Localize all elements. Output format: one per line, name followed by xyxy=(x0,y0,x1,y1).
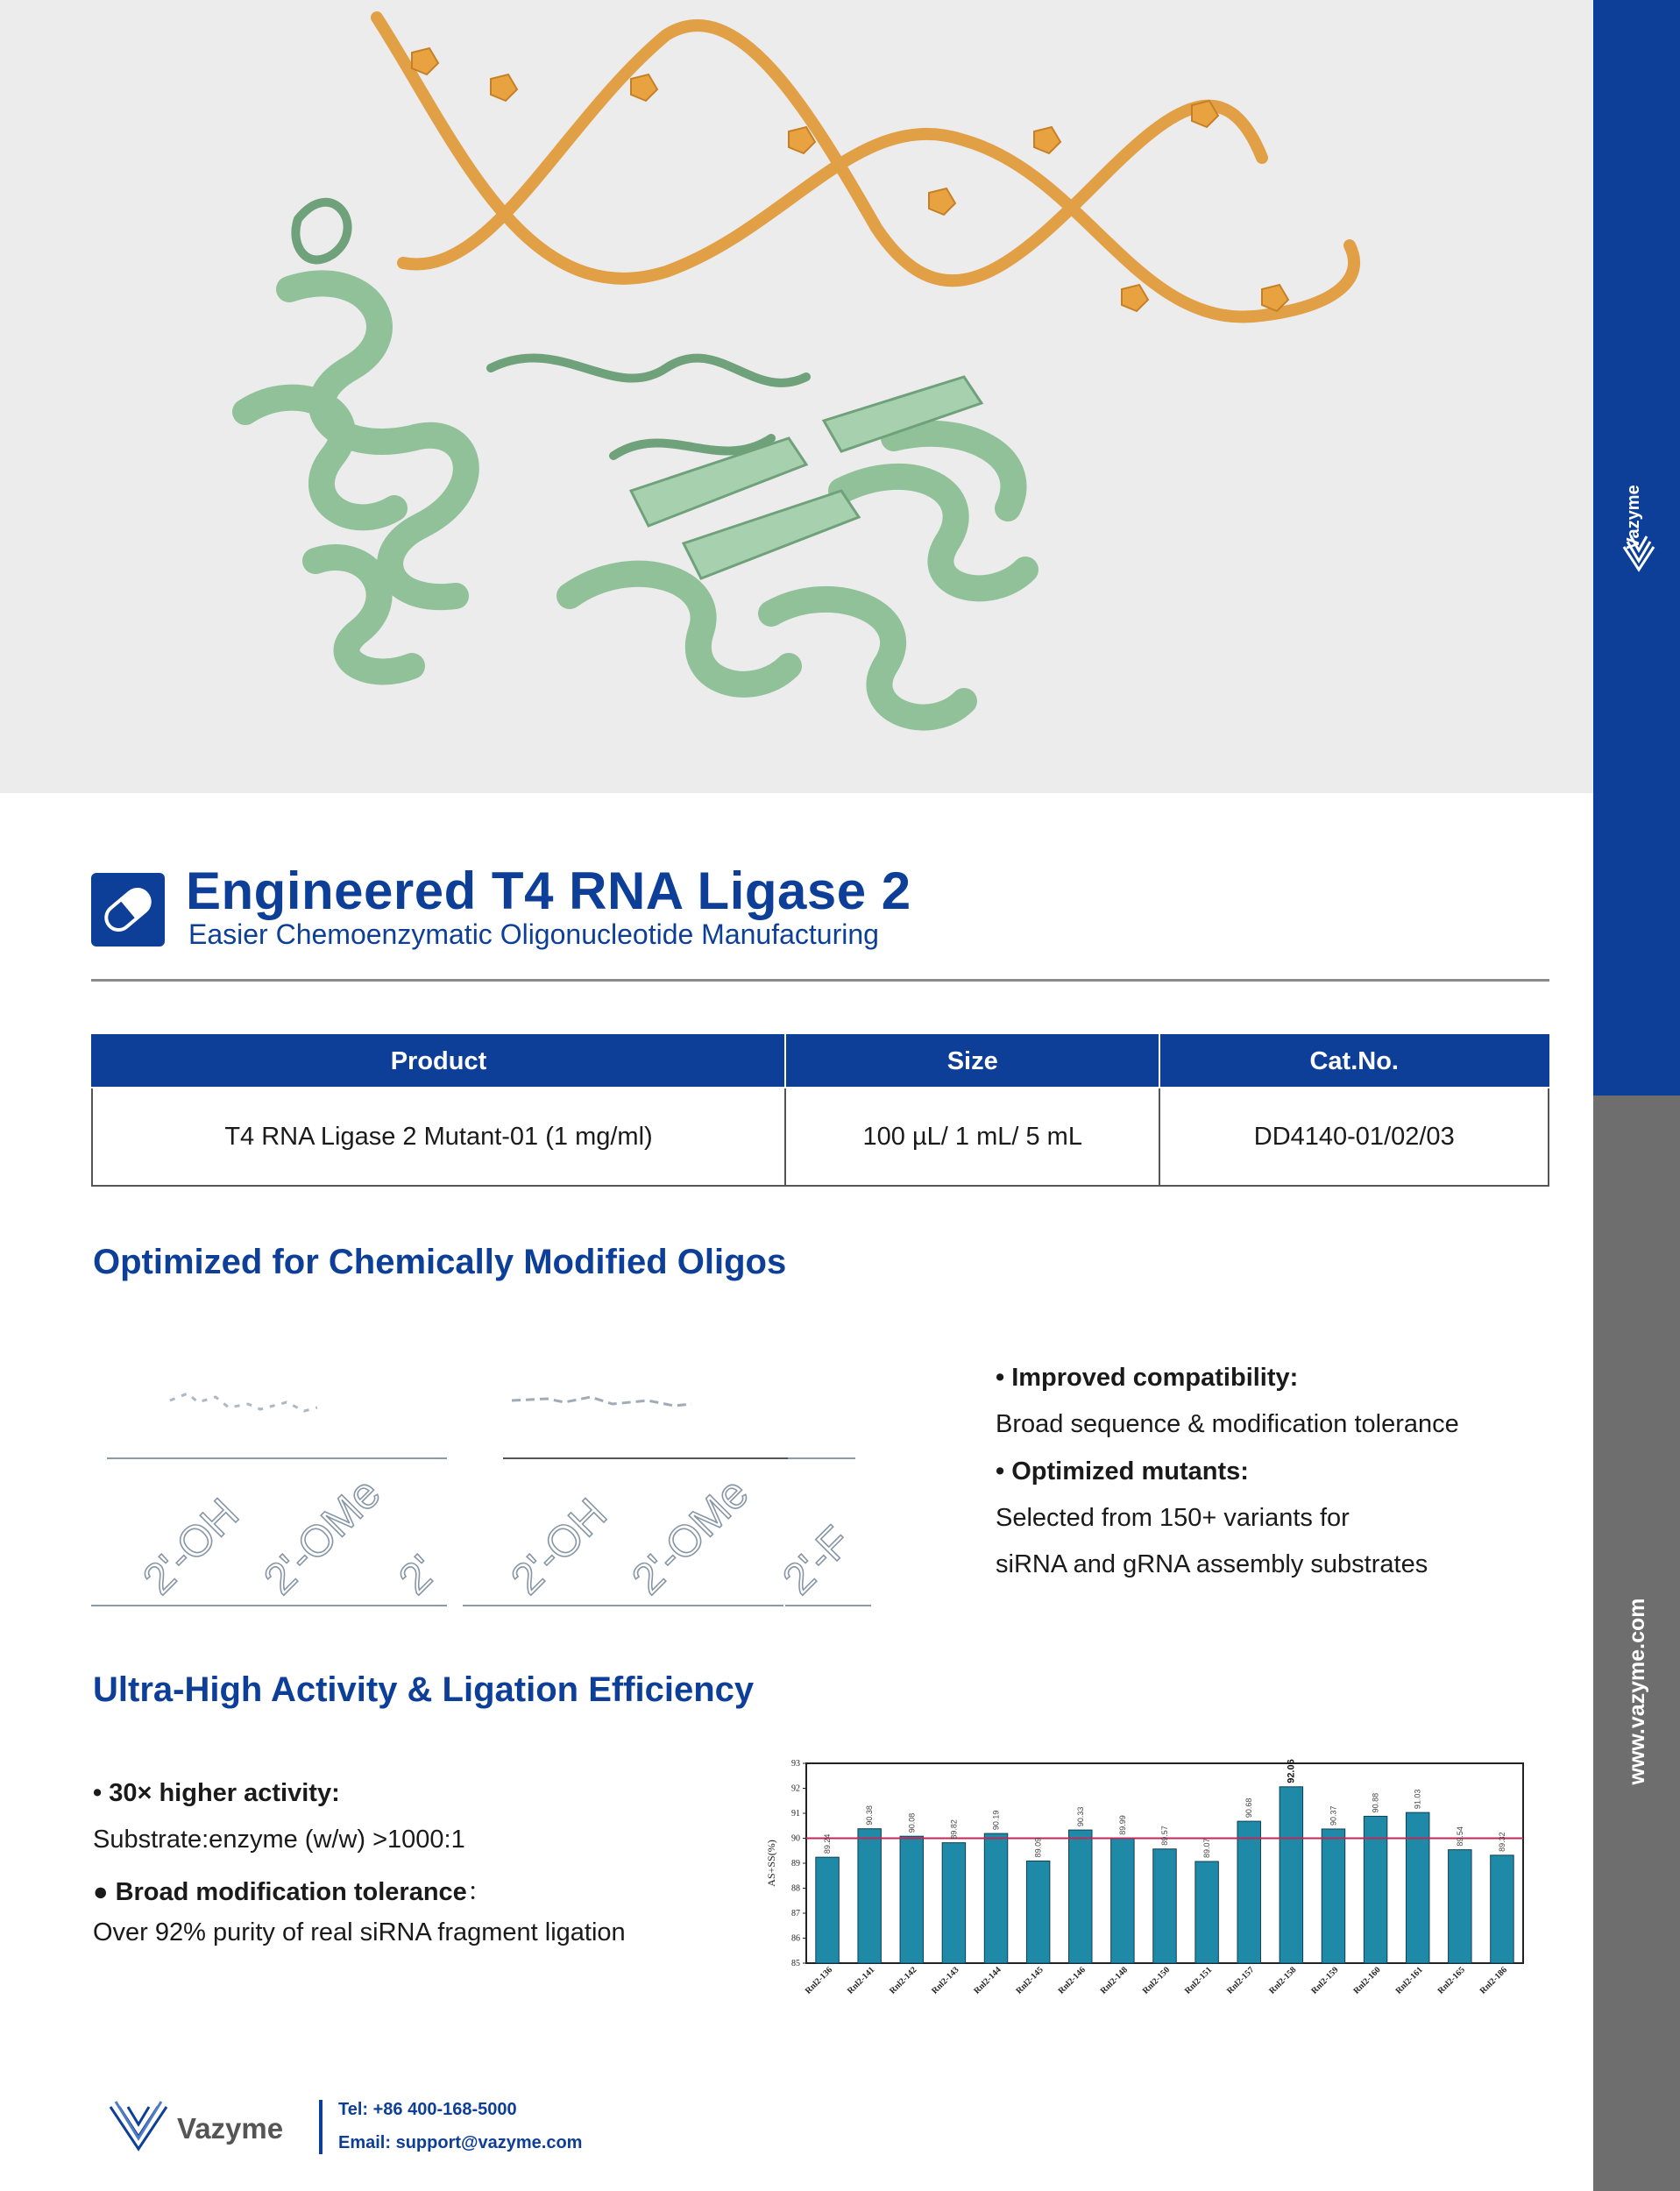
table-header-catno: Cat.No. xyxy=(1159,1035,1549,1088)
chart-bar xyxy=(1491,1855,1513,1963)
title-divider xyxy=(91,979,1549,982)
chart-bar xyxy=(900,1836,923,1963)
chart-value-label: 89.24 xyxy=(823,1833,833,1854)
chart-bar xyxy=(1237,1821,1260,1963)
mod-label-2ome-b: 2'-OMe xyxy=(622,1468,758,1604)
chart-value-label: 91.03 xyxy=(1413,1789,1422,1810)
chart-bar xyxy=(1026,1861,1049,1963)
chart-value-label: 90.88 xyxy=(1371,1792,1380,1813)
chart-value-labels xyxy=(823,1759,1506,1858)
chart-y-tick-label: 89 xyxy=(791,1859,800,1868)
chart-value-label: 89.07 xyxy=(1202,1838,1212,1859)
bullet-improved-compatibility-text: Broad sequence & modification tolerance xyxy=(996,1410,1459,1438)
chart-x-tick-label: Rnl2-158 xyxy=(1267,1965,1299,1996)
chart-bar xyxy=(1279,1787,1302,1963)
bullet-improved-compatibility: • Improved compatibility: xyxy=(996,1364,1299,1392)
chart-y-tick-label: 85 xyxy=(791,1959,800,1968)
bullet-higher-activity: • 30× higher activity: xyxy=(93,1779,340,1807)
table-header-product: Product xyxy=(92,1035,785,1088)
chart-value-label: 89.32 xyxy=(1497,1832,1506,1852)
chart-x-tick-label: Rnl2-160 xyxy=(1351,1965,1383,1996)
section-heading-activity: Ultra-High Activity & Ligation Efficiency xyxy=(93,1670,755,1709)
chart-y-tick-label: 93 xyxy=(791,1759,800,1769)
chart-bar xyxy=(858,1829,881,1963)
footer-tel: Tel: +86 400-168-5000 xyxy=(338,2100,517,2119)
mod-label-2oh-a: 2'-OH xyxy=(133,1488,249,1604)
mod-label-2f: 2'-F xyxy=(773,1516,861,1604)
chart-value-label: 89.57 xyxy=(1160,1826,1169,1846)
section-heading-modified-oligos: Optimized for Chemically Modified Oligos xyxy=(93,1243,787,1281)
chart-bar xyxy=(816,1857,839,1963)
chart-x-tick-label: Rnl2-141 xyxy=(846,1965,877,1996)
mod-label-2-partial: 2' xyxy=(389,1545,448,1604)
mod-label-2oh-b: 2'-OH xyxy=(501,1488,617,1604)
table-cell-catno: DD4140-01/02/03 xyxy=(1159,1088,1549,1186)
chart-x-tick-label: Rnl2-159 xyxy=(1309,1965,1341,1996)
chart-y-axis xyxy=(791,1759,806,1968)
bullet-optimized-mutants: • Optimized mutants: xyxy=(996,1457,1249,1485)
sidebar-logo xyxy=(1617,438,1661,578)
capsule-icon xyxy=(91,873,165,947)
chart-bar xyxy=(1322,1829,1344,1963)
chart-value-label: 90.38 xyxy=(865,1805,875,1826)
table-header-row xyxy=(92,1035,1549,1088)
bullet-modification-tolerance xyxy=(93,1872,493,1908)
sidebar-website-text: www.vazyme.com xyxy=(1625,1598,1649,1785)
chart-x-tick-label: Rnl2-136 xyxy=(803,1965,835,1996)
chart-x-tick-label: Rnl2-157 xyxy=(1225,1965,1257,1996)
footer-email[interactable]: Email: support@vazyme.com xyxy=(338,2133,583,2152)
chart-bar xyxy=(1406,1812,1428,1963)
oligo-modification-illustration xyxy=(91,1367,880,1621)
footer-logo xyxy=(107,2095,308,2165)
chart-y-tick-label: 86 xyxy=(791,1933,800,1944)
chart-x-tick-label: Rnl2-143 xyxy=(930,1965,961,1996)
chart-x-tick-label: Rnl2-144 xyxy=(972,1965,1003,1996)
chart-y-axis-label: AS+SS(%) xyxy=(765,1840,777,1887)
table-row xyxy=(92,1088,1549,1186)
bullet-optimized-mutants-text: Selected from 150+ variants for xyxy=(996,1504,1350,1532)
chart-x-tick-label: Rnl2-161 xyxy=(1393,1965,1425,1996)
chart-value-label: 90.68 xyxy=(1244,1797,1254,1819)
bullet-modification-tolerance-colon: ： xyxy=(466,1878,493,1906)
chart-x-tick-label: Rnl2-142 xyxy=(888,1965,919,1996)
footer-separator xyxy=(319,2100,323,2154)
sidebar-website xyxy=(1593,1560,1680,1823)
bullet-optimized-mutants-text-2: siRNA and gRNA assembly substrates xyxy=(996,1550,1428,1578)
chart-bar xyxy=(1069,1830,1092,1963)
chart-bar xyxy=(1195,1861,1218,1963)
protein-rna-structure-illustration xyxy=(0,0,1593,793)
ligation-efficiency-bar-chart xyxy=(762,1753,1534,2016)
bullet-higher-activity-text: Substrate:enzyme (w/w) >1000:1 xyxy=(93,1826,465,1854)
chart-value-label: 90.08 xyxy=(907,1812,917,1833)
chart-value-label: 90.19 xyxy=(991,1810,1001,1831)
table-header-size: Size xyxy=(785,1035,1159,1088)
chart-x-labels xyxy=(804,1965,1509,1996)
chart-value-label: 89.82 xyxy=(949,1819,959,1840)
chart-x-tick-label: Rnl2-150 xyxy=(1140,1965,1173,1996)
chart-y-tick-label: 88 xyxy=(791,1883,800,1894)
chart-x-tick-label: Rnl2-146 xyxy=(1056,1965,1088,1996)
table-cell-size: 100 µL/ 1 mL/ 5 mL xyxy=(785,1088,1159,1186)
chart-x-tick-label: Rnl2-145 xyxy=(1014,1965,1046,1996)
footer-logo-text: Vazyme xyxy=(177,2112,284,2145)
table-cell-product: T4 RNA Ligase 2 Mutant-01 (1 mg/ml) xyxy=(92,1088,785,1186)
page-subtitle: Easier Chemoenzymatic Oligonucleotide Manufacturing xyxy=(188,918,879,950)
bullet-modification-tolerance-text: Over 92% purity of real siRNA fragment ligation xyxy=(93,1918,626,1946)
chart-y-tick-label: 92 xyxy=(791,1783,800,1794)
chart-bar xyxy=(942,1843,965,1963)
chart-value-label: 90.37 xyxy=(1329,1805,1338,1826)
chart-x-tick-label: Rnl2-186 xyxy=(1478,1965,1510,1996)
mod-label-2ome-a: 2'-OMe xyxy=(254,1468,390,1604)
chart-value-label: 90.33 xyxy=(1075,1806,1085,1827)
sidebar-logo-text: Vazyme xyxy=(1624,485,1643,550)
chart-y-tick-label: 87 xyxy=(791,1909,800,1918)
chart-x-tick-label: Rnl2-165 xyxy=(1435,1965,1467,1996)
product-table xyxy=(91,1034,1549,1187)
chart-bar xyxy=(1111,1839,1134,1963)
chart-bar xyxy=(984,1833,1007,1963)
chart-value-label: 92.06 xyxy=(1286,1759,1297,1783)
chart-bar xyxy=(1449,1850,1471,1963)
chart-x-tick-label: Rnl2-148 xyxy=(1098,1965,1131,1996)
chart-y-tick-label: 90 xyxy=(791,1833,800,1844)
chart-x-tick-label: Rnl2-151 xyxy=(1182,1965,1215,1996)
chart-bar xyxy=(1153,1849,1176,1963)
bullet-modification-tolerance-label: ● Broad modification tolerance xyxy=(93,1878,467,1906)
chart-value-label: 89.99 xyxy=(1117,1815,1127,1835)
chart-value-label: 89.54 xyxy=(1455,1826,1464,1847)
chart-value-label: 89.09 xyxy=(1033,1837,1043,1858)
vazyme-mark-icon xyxy=(110,2102,167,2149)
page-title: Engineered T4 RNA Ligase 2 xyxy=(186,862,911,920)
chart-bars xyxy=(816,1787,1513,1963)
hero-structure-image xyxy=(0,0,1593,793)
chart-y-tick-label: 91 xyxy=(791,1809,800,1819)
